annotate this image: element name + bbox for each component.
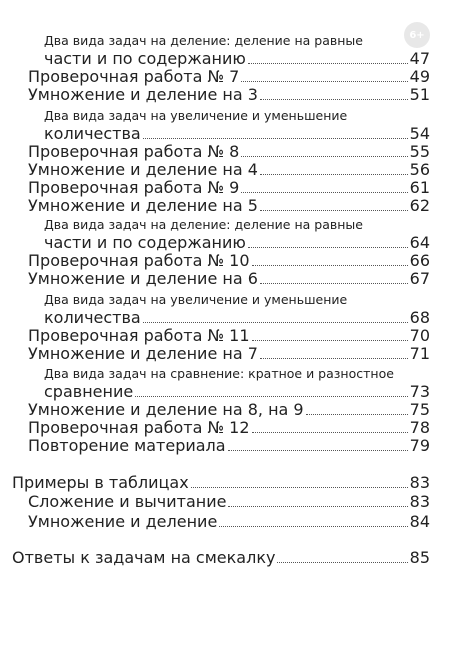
toc-page-number: 73 [409, 382, 430, 401]
dot-leader [191, 487, 408, 488]
dot-leader [248, 63, 408, 64]
toc-entry-label: Проверочная работа № 10 [28, 251, 250, 270]
toc-entry-label: части и по содержанию [44, 49, 246, 68]
dot-leader [260, 210, 408, 211]
toc-entry-label: Проверочная работа № 7 [28, 67, 240, 86]
toc-entry-label: количества [44, 308, 141, 327]
toc-page-number: 66 [409, 251, 430, 270]
toc-page-number: 68 [409, 308, 430, 327]
toc-page-number: 49 [409, 67, 430, 86]
toc-entry-0 [44, 50, 430, 68]
toc-entry-17 [28, 437, 430, 455]
toc-entry-6 [28, 179, 430, 197]
toc-entry-13 [28, 345, 430, 363]
toc-page-number: 51 [409, 85, 430, 104]
toc-entry-label: Проверочная работа № 11 [28, 326, 250, 345]
toc-page-number: 67 [409, 269, 430, 288]
dot-leader [248, 247, 408, 248]
dot-leader [252, 265, 408, 266]
dot-leader [260, 358, 408, 359]
toc-entry-14-line1: Два вида задач на сравнение: кратное и разностное [44, 366, 394, 381]
toc-entry-11 [44, 309, 430, 327]
toc-entry-label: Проверочная работа № 9 [28, 178, 240, 197]
toc-page-number: 79 [409, 436, 430, 455]
toc-page-number: 84 [409, 512, 430, 531]
toc-page-number: 70 [409, 326, 430, 345]
toc-entry-10 [28, 270, 430, 288]
dot-leader [260, 174, 408, 175]
toc-page-number: 85 [409, 548, 430, 567]
toc-entry-label: Проверочная работа № 12 [28, 418, 250, 437]
toc-page-number: 78 [409, 418, 430, 437]
toc-page-number: 54 [409, 124, 430, 143]
dot-leader [241, 156, 407, 157]
dot-leader [219, 526, 407, 527]
toc-page-number: 61 [409, 178, 430, 197]
toc-entry-label: части и по содержанию [44, 233, 246, 252]
toc-page-number: 47 [409, 49, 430, 68]
toc-entry-label: Умножение и деление на 8, на 9 [28, 400, 304, 419]
toc-entry-label: Умножение и деление [28, 512, 218, 531]
dot-leader [241, 192, 407, 193]
toc-entry-label: Повторение материала [28, 436, 226, 455]
toc-entry-1 [28, 68, 430, 86]
dot-leader [228, 506, 407, 507]
toc-entry-label: Умножение и деление на 7 [28, 344, 258, 363]
toc-entry-label: Ответы к задачам на смекалку [12, 548, 276, 567]
dot-leader [228, 450, 408, 451]
toc-entry-14 [44, 383, 430, 401]
toc-page-number: 71 [409, 344, 430, 363]
age-rating-badge: 6+ [404, 22, 430, 48]
dot-leader [252, 432, 408, 433]
toc-entry-2 [28, 86, 430, 104]
dot-leader [135, 396, 407, 397]
toc-entry-label: Сложение и вычитание [28, 492, 227, 511]
toc-entry-7 [28, 197, 430, 215]
toc-page-number: 83 [409, 492, 430, 511]
dot-leader [143, 138, 408, 139]
toc-entry-19 [28, 493, 430, 511]
toc-entry-label: Умножение и деление на 5 [28, 196, 258, 215]
dot-leader [306, 414, 408, 415]
dot-leader [252, 340, 408, 341]
toc-entry-20 [28, 513, 430, 531]
toc-entry-12 [28, 327, 430, 345]
toc-entry-16 [28, 419, 430, 437]
toc-entry-label: Проверочная работа № 8 [28, 142, 240, 161]
dot-leader [143, 322, 408, 323]
toc-page-number: 64 [409, 233, 430, 252]
dot-leader [241, 81, 407, 82]
toc-page-number: 55 [409, 142, 430, 161]
toc-entry-11-line1: Два вида задач на увеличение и уменьшение [44, 292, 348, 307]
toc-entry-21 [12, 549, 430, 567]
toc-entry-0-line1: Два вида задач на деление: деление на равные [44, 33, 363, 48]
toc-page-number: 75 [409, 400, 430, 419]
toc-page-number: 56 [409, 160, 430, 179]
toc-entry-label: Умножение и деление на 3 [28, 85, 258, 104]
toc-entry-label: количества [44, 124, 141, 143]
toc-entry-8 [44, 234, 430, 252]
toc-entry-3-line1: Два вида задач на увеличение и уменьшение [44, 108, 348, 123]
toc-entry-4 [28, 143, 430, 161]
toc-entry-label: сравнение [44, 382, 134, 401]
toc-entry-3 [44, 125, 430, 143]
toc-entry-label: Умножение и деление на 6 [28, 269, 258, 288]
dot-leader [260, 99, 408, 100]
toc-entry-label: Умножение и деление на 4 [28, 160, 258, 179]
toc-page-number: 83 [409, 473, 430, 492]
toc-entry-8-line1: Два вида задач на деление: деление на равные [44, 217, 363, 232]
toc-entry-5 [28, 161, 430, 179]
toc-entry-18 [12, 474, 430, 492]
dot-leader [260, 283, 408, 284]
dot-leader [277, 562, 407, 563]
toc-entry-15 [28, 401, 430, 419]
toc-page-number: 62 [409, 196, 430, 215]
toc-entry-9 [28, 252, 430, 270]
toc-entry-label: Примеры в таблицах [12, 473, 189, 492]
